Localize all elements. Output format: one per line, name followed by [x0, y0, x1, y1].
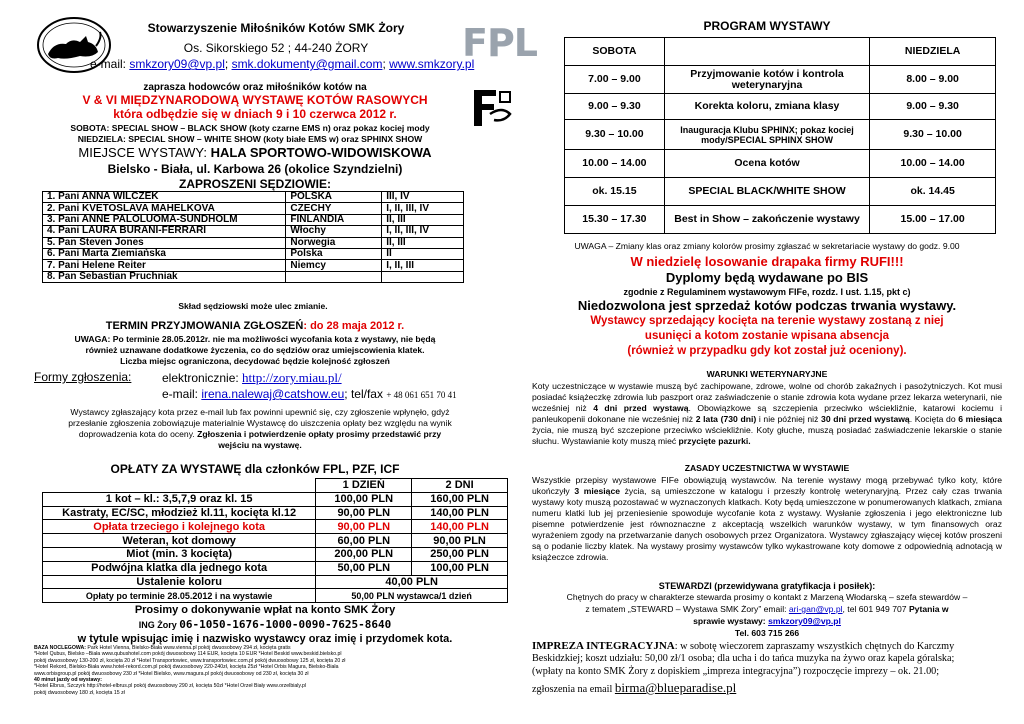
bank-account: 06-1050-1676-1000-0090-7625-8640: [179, 618, 392, 631]
hotel-line: *Hotel Qubus, Bielsko –Biała www.qubushotel.com pokój dwuosobowy 114 EUR, kocięta 10 EUR *Hotel Beskid www.beskid.bielsko.pl: [34, 651, 342, 658]
program-row: [565, 206, 996, 234]
rules-title: ZASADY UCZESTNICTWA W WYSTAWIE: [684, 463, 850, 473]
registration-title-line: [50, 320, 460, 333]
stewards-line-1: Chętnych do pracy w charakterze stewarda prosimy o kontakt z Marzeną Włodarską – szefa stewardów –: [566, 592, 968, 602]
fax-label: ; tel/fax: [344, 387, 387, 401]
program-event: Ocena kotów: [664, 150, 869, 178]
registration-note-3: Liczba miejsc ograniczona, decydować będzie kolejność zgłoszeń: [120, 356, 390, 366]
fee-row: [43, 506, 508, 520]
judge-classes: [382, 271, 464, 282]
hotel-line: *Hotel Rekord, Bielsko-Biała www.hotel-rekord.com.pl pokój dwuosobowy 220-240zł, kocięta 25zł *Hotel Orbis Magura, Bielsko-Biała: [34, 664, 339, 671]
program-col-sunday: NIEDZIELA: [870, 38, 996, 66]
judge-row: [43, 271, 464, 282]
venue-line: [50, 146, 460, 161]
program-row: [565, 150, 996, 178]
fee-label: 1 kot – kl.: 3,5,7,9 oraz kl. 15: [43, 492, 316, 506]
fee-day1: 50,00 PLN: [316, 561, 412, 575]
program-sat: 9.00 – 9.30: [565, 94, 665, 120]
program-table: [564, 37, 996, 234]
program-sun: 9.00 – 9.30: [870, 94, 996, 120]
stewards-line-2: z tematem „STEWARD – Wystawa SMK Żory” email: ari-gan@vp.pl, tel 601 949 707 Pytania w: [585, 604, 949, 614]
judge-name: 1. Pani ANNA WILCZEK: [43, 192, 286, 203]
program-title: PROGRAM WYSTAWY: [703, 19, 831, 33]
fee-label: Kastraty, EC/SC, młodzież kl.11, kocięta kl.12: [43, 506, 316, 520]
rules-reference: zgodnie z Regulaminem wystawowym FIFe, rozdz. I ust. 1.15, pkt c): [623, 287, 911, 297]
info-line-4: wejściu na wystawę.: [218, 440, 302, 450]
invite-line-2: V & VI MIĘDZYNARODOWĄ WYSTAWĘ KOTÓW RASOWYCH: [82, 93, 428, 107]
registration-deadline: : do 28 maja 2012 r.: [303, 320, 405, 332]
sale-warning-3: (również w przypadku gdy kot został już oceniony).: [627, 345, 907, 357]
judge-name: 6. Pani Marta Ziemiańska: [43, 248, 286, 259]
fees-table: [42, 478, 508, 603]
stewards-line-3: sprawie wystawy: smkzory09@vp.pl: [693, 616, 841, 626]
email-label: e-mail:: [90, 57, 130, 71]
fee-day2: 140,00 PLN: [412, 520, 508, 534]
fee-day1: 200,00 PLN: [316, 547, 412, 561]
fees-col-day2: 2 DNI: [412, 479, 508, 493]
judge-row: [43, 214, 464, 225]
judge-name: 5. Pan Steven Jones: [43, 237, 286, 248]
invite-line-1: zaprasza hodowców oraz miłośników kotów na: [143, 82, 367, 93]
fee-day1: 60,00 PLN: [316, 534, 412, 548]
judge-row: [43, 248, 464, 259]
judge-classes: II, III: [382, 214, 464, 225]
program-row: [565, 178, 996, 206]
fee-day2: 160,00 PLN: [412, 492, 508, 506]
program-event: Korekta koloru, zmiana klasy: [664, 94, 869, 120]
judge-classes: II, III: [382, 237, 464, 248]
program-sun: 10.00 – 14.00: [870, 150, 996, 178]
judge-classes: III, IV: [382, 192, 464, 203]
fees-header-row: [43, 479, 508, 493]
email-link-1[interactable]: smkzory09@vp.pl: [129, 57, 225, 71]
fee-day2: 250,00 PLN: [412, 547, 508, 561]
rufi-announcement: W niedzielę losowanie drapaka firmy RUFI!!!: [630, 254, 904, 269]
fees-title: OPŁATY ZA WYSTAWĘ dla członków FPL, PZF, ICF: [110, 462, 400, 476]
fee-row: [43, 561, 508, 575]
registration-title: TERMIN PRZYJMOWANIA ZGŁOSZEŃ: [105, 320, 304, 332]
bank-name: ING Żory: [138, 620, 180, 630]
fee-row: [43, 492, 508, 506]
invite-line-5: NIEDZIELA: SPECIAL SHOW – WHITE SHOW (koty białe EMS w) oraz SPHINX SHOW: [77, 134, 423, 144]
forms-label: Formy zgłoszenia:: [34, 370, 132, 384]
program-sat: 10.00 – 14.00: [565, 150, 665, 178]
program-event: Przyjmowanie kotów i kontrola weterynaryjna: [664, 66, 869, 94]
fee-value: 40,00 PLN: [316, 575, 508, 589]
judge-classes: I, II, III, IV: [382, 203, 464, 214]
email-line: [162, 388, 457, 402]
fee-label: Opłaty po terminie 28.05.2012 i na wystawie: [43, 589, 316, 603]
invite-line-3: która odbędzie się w dniach 9 i 10 czerwca 2012 r.: [113, 107, 397, 121]
rules-paragraph: Wszystkie przepisy wystawowe FIFe obowiązują wystawców. Na terenie wystawy mogą przebywać tylko koty, które ukończyły 3 miesiące życia, są umieszczone w katalogu i przeszły kontrolę weterynaryjną. Przez cały czas trwania wystawy koty muszą pozostawać w wyznaczonych klatkach. Koty będą umieszczone w ponumerowanych klatkach, zmiana numeru klatki lub jej przeniesienie spowoduje wycofanie kota z wystawy. Wysłanie zgłoszenia i jego elektroniczne lub pisemne potwierdzenie jest równoznaczne z akceptacją wszelkich warunków wystawy, w tym finansowych oraz wyrażeniem zgody na przetwarzanie danych osobowych przez Organizatora. Wystawcy zgłaszający więcej kotów proszeni są o podanie liczby klatek. Na wystawy prosimy wystawców tylko wykastrowane koty domowe z odpowiednią adnotacją w książeczce zdrowia.: [532, 475, 1003, 562]
fax-number: + 48 061 651 70 41: [386, 390, 457, 400]
fpl-logo-icon: FPL: [462, 21, 538, 65]
judge-country: Norwegia: [286, 237, 382, 248]
diplomas-announcement: Dyplomy będą wydawane po BIS: [665, 270, 869, 285]
fee-row: [43, 534, 508, 548]
registration-note-2: również uznawane dodatkowe życzenia, co do sędziów oraz umiejscowienia klatek.: [85, 345, 425, 355]
program-note: UWAGA – Zmiany klas oraz zmiany kolorów prosimy zgłaszać w sekretariacie wystawy do godz. 9.00: [574, 241, 960, 251]
fee-day2: 90,00 PLN: [412, 534, 508, 548]
hotels-title: BAZA NOCLEGOWA:: [34, 645, 86, 651]
payment-line-1: Prosimy o dokonywanie wpłat na konto SMK Żory: [134, 604, 396, 616]
email-link-2[interactable]: smk.dokumenty@gmail.com: [231, 57, 383, 71]
reg-email-link[interactable]: irena.nalewaj@catshow.eu: [201, 387, 345, 401]
venue-address: Bielsko - Biała, ul. Karbowa 26 (okolice Szyndzielni): [107, 162, 403, 176]
fee-label: Ustalenie koloru: [43, 575, 316, 589]
fee-day1: 90,00 PLN: [316, 506, 412, 520]
fee-row: [43, 589, 508, 603]
fee-day1: 90,00 PLN: [316, 520, 412, 534]
judge-name: 2. Pani KVETOSLAVA MAHELKOVA: [43, 203, 286, 214]
fee-day1: 100,00 PLN: [316, 492, 412, 506]
invite-line-4: SOBOTA: SPECIAL SHOW – BLACK SHOW (koty czarne EMS n) oraz pokaz kociej mody: [70, 123, 430, 133]
judge-name: 3. Pani ANNE PALOLUOMA-SUNDHOLM: [43, 214, 286, 225]
program-row: [565, 66, 996, 94]
program-sat: 15.30 – 17.30: [565, 206, 665, 234]
hotel-line: pokój dwuosobowy 130-200 zł, kocięta 20 zł *Hotel Transportowiec, www.transportowiec.com.pl pokój dwuosobowy 125 zł, kocięta 20 zł: [34, 657, 346, 664]
judge-country: FINLANDIA: [286, 214, 382, 225]
judge-row: [43, 226, 464, 237]
party-email-link[interactable]: birma@blueparadise.pl: [614, 680, 737, 696]
program-sat: ok. 15.15: [565, 178, 665, 206]
judge-row: [43, 203, 464, 214]
judge-classes: I, II, III: [382, 260, 464, 271]
sale-warning-1: Wystawcy sprzedający kocięta na terenie wystawy zostaną z niej: [590, 315, 944, 327]
payment-account-line: [50, 619, 480, 632]
judge-country: Niemcy: [286, 260, 382, 271]
fee-value: 50,00 PLN wystawca/1 dzień: [316, 589, 508, 603]
program-header-row: [565, 38, 996, 66]
fee-day2: 100,00 PLN: [412, 561, 508, 575]
judges-note: Skład sędziowski może ulec zmianie.: [178, 301, 328, 311]
steward-email-link[interactable]: ari-gan@vp.pl: [788, 604, 843, 614]
judge-row: [43, 260, 464, 271]
fee-label: Weteran, kot domowy: [43, 534, 316, 548]
judge-name: 4. Pani LAURA BURANI-FERRARI: [43, 226, 286, 237]
hotel-line: 40 minut jazdy od wystawy:: [34, 677, 103, 684]
fee-day2: 140,00 PLN: [412, 506, 508, 520]
judge-country: [286, 271, 382, 282]
program-event: Inauguracja Klubu SPHINX; pokaz kociej mody/SPECIAL SPHINX SHOW: [664, 120, 869, 150]
program-sun: 8.00 – 9.00: [870, 66, 996, 94]
program-sun: 15.00 – 17.00: [870, 206, 996, 234]
fee-label: Miot (min. 3 kocięta): [43, 547, 316, 561]
judge-country: POLSKA: [286, 192, 382, 203]
stewards-phone: Tel. 603 715 266: [734, 628, 800, 638]
program-col-saturday: SOBOTA: [565, 38, 665, 66]
online-line: [162, 371, 342, 386]
fee-row: [43, 575, 508, 589]
judge-row: [43, 237, 464, 248]
hotel-line: *Hotel Elbrus, Szczyrk http://hotel-elbrus.pl pokój dwuosobowy 290 zł, kocięta 50zł *Hotel Orzeł Biały www.orzelbialy.pl: [34, 683, 307, 690]
info-line-2: przesłanie zgłoszenia zobowiązuje materialnie Wystawcę do uiszczenia opłaty bez względu na wynik: [68, 418, 452, 428]
judge-classes: II: [382, 248, 464, 259]
fee-row: [43, 547, 508, 561]
program-row: [565, 120, 996, 150]
org-name: Stowarzyszenie Miłośników Kotów SMK Żory: [147, 21, 405, 35]
sale-warning-2: usunięci a kotom zostanie wpisana absencja: [644, 330, 890, 342]
vet-paragraph: Koty uczestniczące w wystawie muszą być zachipowane, zdrowe, wolne od chorób zakaźnych i pasożytniczych. Kot musi posiadać książeczkę zdrowia lub paszport oraz zaświadczenie o stanie zdrowia kota wydane przez lekarza weterynarii, nie wcześniej niż 4 dni przed wystawą. Obowiązkowe są szczepienia przeciwko wściekliźnie, katarowi kociemu i panleukopenii dokonane nie wcześniej niż 2 lata (730 dni) i nie później niż 30 dni przed wystawą. Kocięta do 6 miesiąca życia, nie muszą być szczepione przeciwko wściekliźnie. Koty głuche, muszą posiadać zaświadczenie lekarskie o stanie słuchu. Wystawianie koty muszą mieć przycięte pazurki.: [532, 381, 1003, 446]
program-sun: 9.30 – 10.00: [870, 120, 996, 150]
contact-line: e-mail: smkzory09@vp.pl; smk.dokumenty@gmail.com; www.smkzory.pl: [90, 57, 475, 71]
party-block: IMPREZA INTEGRACYJNA: w sobotę wieczorem zapraszamy wszystkich chętnych do Karczmy Beskidzkiej; koszt udziału: 50,00 zł/1 osoba; dla ucha i do tańca muzyka na żywo oraz kapela góralska; (wpłaty na konto SMK Żory z dopiskiem „impreza integracyjna”) rozpoczęcie imprezy – ok. 21.00; zgłoszenia na email birma@blueparadise.pl: [532, 640, 955, 696]
info-line-3: doprowadzenia kota do oceny. Zgłoszenia i potwierdzenie opłaty prosimy przedstawić przy: [78, 429, 442, 439]
venue-label: MIEJSCE WYSTAWY:: [78, 145, 211, 160]
judge-country: Włochy: [286, 226, 382, 237]
fee-label: Opłata trzeciego i kolejnego kota: [43, 520, 316, 534]
hotel-line: www.orbisgroup.pl pokój dwuosobowy 230 zł *Hotel Bielsko, www.magura.pl pokój dwuosobowy od 230 zł, kocięta 30 zł: [34, 670, 309, 677]
judge-row: [43, 192, 464, 203]
online-url-link[interactable]: http://zory.miau.pl/: [242, 370, 342, 385]
payment-line-3: w tytule wpisując imię i nazwisko wystawcy oraz imię i przydomek kota.: [77, 633, 453, 645]
program-sat: 9.30 – 10.00: [565, 120, 665, 150]
club-email-link[interactable]: smkzory09@vp.pl: [768, 616, 841, 626]
info-line-1: Wystawcy zgłaszający kota przez e-mail lub fax powinni upewnić się, czy zgłoszenie wpłynęło, gdyż: [70, 407, 450, 417]
program-event: Best in Show – zakończenie wystawy: [664, 206, 869, 234]
judge-country: CZECHY: [286, 203, 382, 214]
website-link[interactable]: www.smkzory.pl: [389, 57, 475, 71]
hotel-line: Park Hotel Vienna, Bielsko-Biała www.vienna.pl pokój dwuosobowy 294 zł, kocięta gratis: [87, 645, 291, 651]
fee-label: Podwójna klatka dla jednego kota: [43, 561, 316, 575]
program-sun: ok. 14.45: [870, 178, 996, 206]
hotels-block: [34, 645, 504, 696]
judge-name: 7. Pani Helene Reiter: [43, 260, 286, 271]
vet-title: WARUNKI WETERYNARYJNE: [706, 369, 828, 379]
fees-col-day1: 1 DZIEŃ: [316, 479, 412, 493]
org-address: Os. Sikorskiego 52 ; 44-240 ŻORY: [183, 41, 369, 55]
judge-country: Polska: [286, 248, 382, 259]
program-event: SPECIAL BLACK/WHITE SHOW: [664, 178, 869, 206]
stewards-title: STEWARDZI (przewidywana gratyfikacja i posiłek):: [658, 581, 876, 591]
party-title: IMPREZA INTEGRACYJNA: [532, 640, 675, 652]
venue-name: HALA SPORTOWO-WIDOWISKOWA: [210, 145, 432, 160]
judge-name: 8. Pan Sebastian Pruchniak: [43, 271, 286, 282]
reg-email-label: e-mail:: [162, 387, 202, 401]
fife-logo-icon: [470, 86, 514, 130]
fee-row: [43, 520, 508, 534]
hotel-line: pokój dwuosobowy 180 zł, kocięta 15 zł: [34, 689, 125, 696]
judges-table: [42, 191, 464, 283]
judge-classes: I, II, III, IV: [382, 226, 464, 237]
registration-note-1: UWAGA: Po terminie 28.05.2012r. nie ma możliwości wycofania kota z wystawy, nie będą: [74, 334, 436, 344]
program-sat: 7.00 – 9.00: [565, 66, 665, 94]
judges-title: ZAPROSZENI SĘDZIOWIE:: [178, 177, 331, 191]
online-label: elektronicznie:: [162, 371, 243, 385]
program-row: [565, 94, 996, 120]
no-sale-announcement: Niedozwolona jest sprzedaż kotów podczas trwania wystawy.: [577, 298, 957, 313]
